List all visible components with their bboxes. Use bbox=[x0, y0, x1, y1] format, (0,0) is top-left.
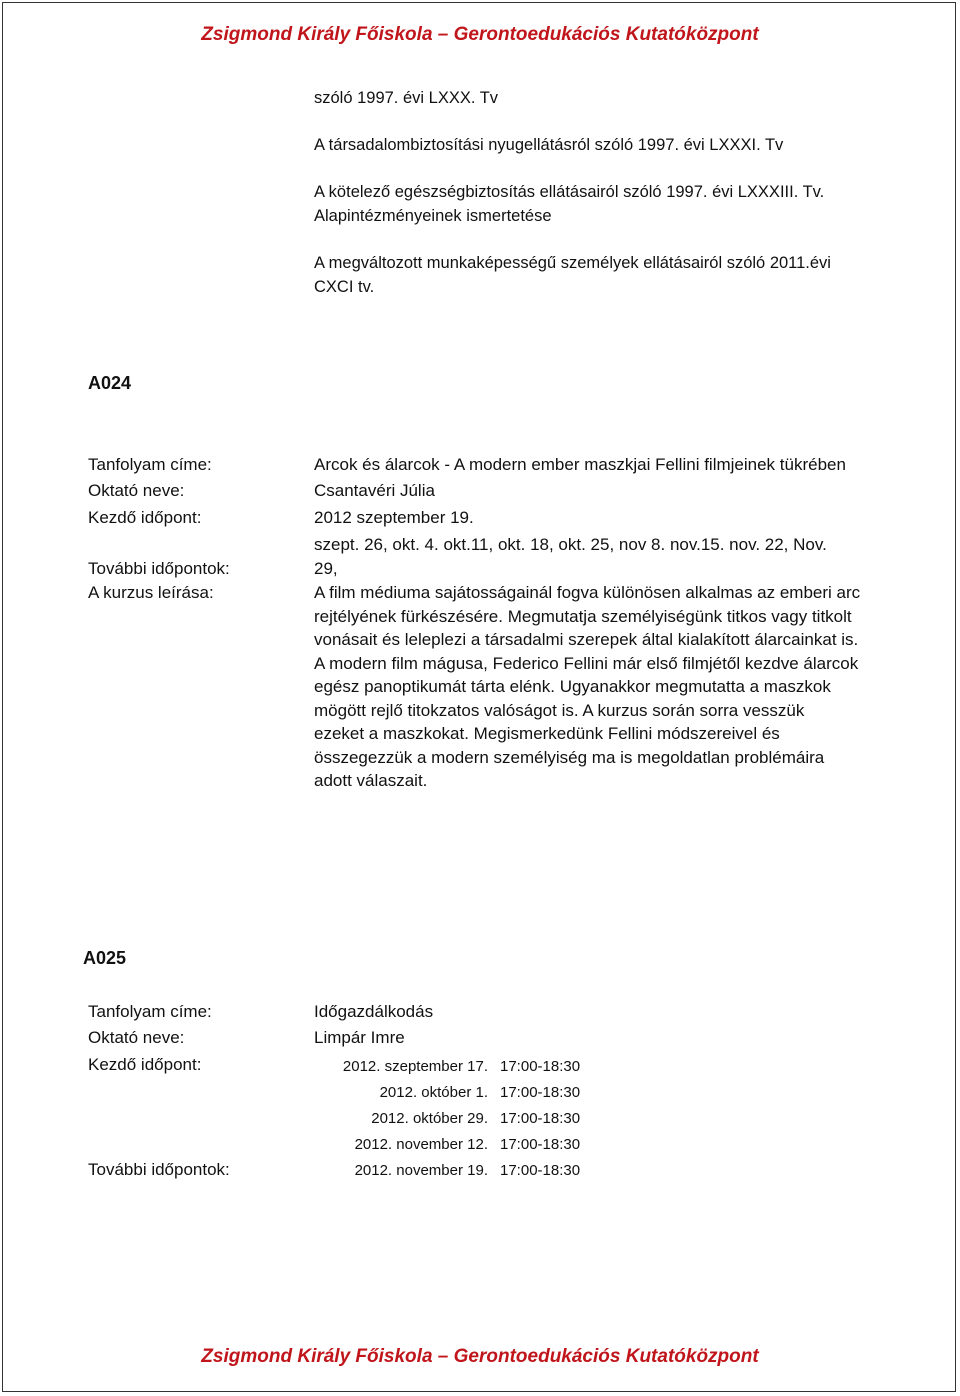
session-time: 17:00-18:30 bbox=[500, 1162, 581, 1179]
law-line: A megváltozott munkaképességű személyek ellátásairól szóló 2011.évi bbox=[314, 254, 831, 272]
teacher-label: Oktató neve: bbox=[88, 481, 185, 500]
more-dates-label: További időpontok: bbox=[88, 1160, 230, 1179]
session-time: 17:00-18:30 bbox=[500, 1110, 581, 1127]
title-label: Tanfolyam címe: bbox=[88, 455, 212, 474]
session-date: 2012. november 19. bbox=[354, 1162, 488, 1179]
teacher-label: Oktató neve: bbox=[88, 1028, 185, 1047]
description-line: adott válaszait. bbox=[314, 771, 428, 790]
start-label: Kezdő időpont: bbox=[88, 1055, 202, 1074]
session-time: 17:00-18:30 bbox=[500, 1084, 581, 1101]
teacher-name: Csantavéri Júlia bbox=[314, 481, 435, 500]
session-date: 2012. október 29. bbox=[371, 1110, 488, 1127]
law-line: CXCI tv. bbox=[314, 278, 375, 296]
law-line: A kötelező egészségbiztosítás ellátásairól szóló 1997. évi LXXXIII. Tv. bbox=[314, 183, 825, 201]
course-code: A025 bbox=[83, 948, 127, 968]
session-date: 2012. november 12. bbox=[354, 1136, 488, 1153]
description-line: A film médiuma sajátosságainál fogva különösen alkalmas az emberi arc bbox=[314, 583, 861, 602]
description-line: vonásait és leleplezi a társadalmi szerepek által kialakított álarcainkat is. bbox=[314, 630, 859, 649]
description-line: összegezzük a modern személyiség ma is megoldatlan problémáira bbox=[314, 748, 825, 767]
session-date: 2012. szeptember 17. bbox=[342, 1058, 488, 1075]
more-dates-line: szept. 26, okt. 4. okt.11, okt. 18, okt. 25, nov 8. nov.15. nov. 22, Nov. bbox=[314, 535, 827, 554]
teacher-name: Limpár Imre bbox=[314, 1028, 405, 1047]
session-time: 17:00-18:30 bbox=[500, 1058, 581, 1075]
session-time: 17:00-18:30 bbox=[500, 1136, 581, 1153]
description-line: rejtélyének fürkészésére. Megmutatja személyiségünk titkos vagy titkolt bbox=[314, 607, 852, 626]
description-line: egész panoptikumát tárta elénk. Ugyanakkor megmutatta a maszkok bbox=[314, 677, 831, 696]
course-code: A024 bbox=[88, 373, 132, 393]
description-line: ezeket a maszkokat. Megismerkedünk Fellini módszereivel és bbox=[314, 724, 780, 743]
more-dates-label: További időpontok: bbox=[88, 559, 230, 578]
start-label: Kezdő időpont: bbox=[88, 508, 202, 527]
law-line: szóló 1997. évi LXXX. Tv bbox=[314, 89, 499, 107]
law-line: A társadalombiztosítási nyugellátásról szóló 1997. évi LXXXI. Tv bbox=[314, 136, 784, 154]
description-label: A kurzus leírása: bbox=[88, 583, 214, 602]
page-footer: Zsigmond Király Főiskola – Gerontoedukációs Kutatóközpont bbox=[201, 1346, 759, 1367]
more-dates-line: 29, bbox=[314, 559, 338, 578]
start-date: 2012 szeptember 19. bbox=[314, 508, 474, 527]
page-header: Zsigmond Király Főiskola – Gerontoedukációs Kutatóközpont bbox=[201, 24, 759, 45]
law-line: Alapintézményeinek ismertetése bbox=[314, 207, 552, 225]
course-title: Időgazdálkodás bbox=[314, 1002, 434, 1021]
description-line: mögött rejlő titokzatos valóságot is. A kurzus során sorra vesszük bbox=[314, 701, 805, 720]
description-line: A modern film mágusa, Federico Fellini már első filmjétől kezdve álarcok bbox=[314, 654, 859, 673]
title-label: Tanfolyam címe: bbox=[88, 1002, 212, 1021]
course-title: Arcok és álarcok - A modern ember maszkjai Fellini filmjeinek tükrében bbox=[314, 455, 846, 474]
session-date: 2012. október 1. bbox=[379, 1084, 488, 1101]
